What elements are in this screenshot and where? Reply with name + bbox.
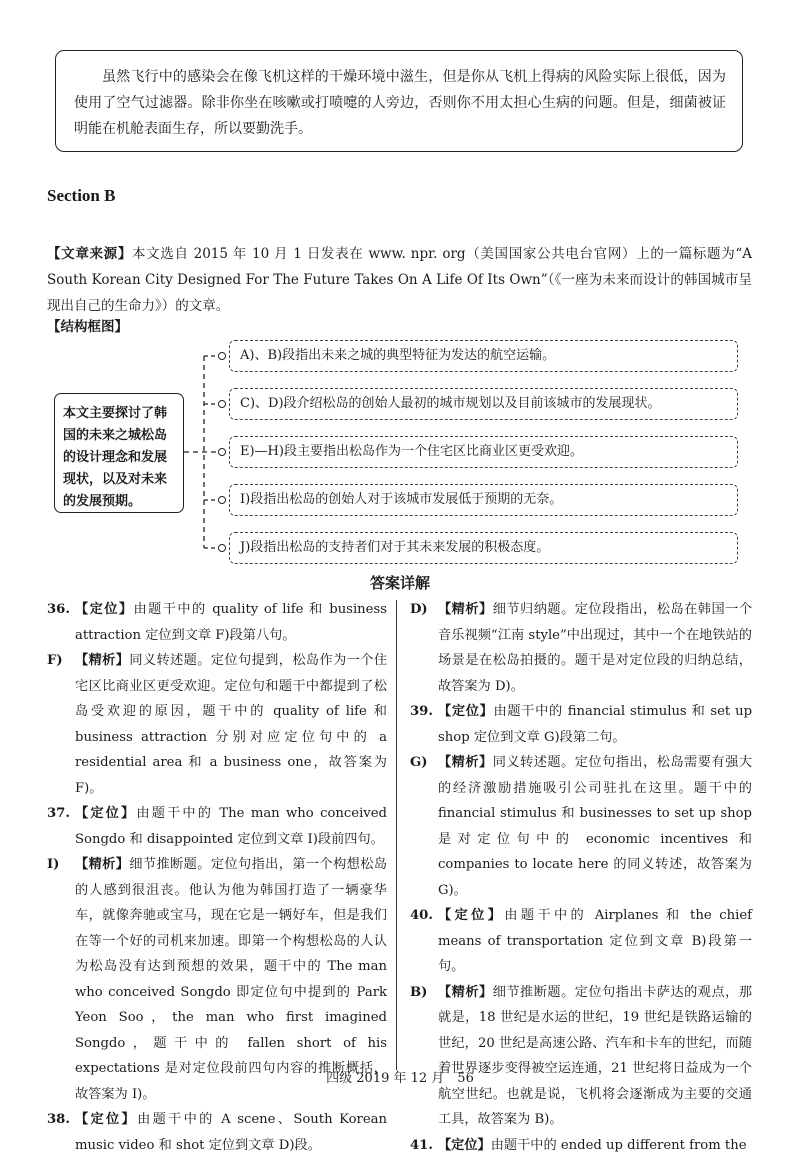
source-paragraph: [47, 241, 752, 319]
item-label: 41.: [410, 1133, 433, 1158]
item-text: 同义转述题。定位句指出，松岛需要有强大的经济激励措施吸引公司驻扎在这里。题干中的 financial stimulus 和 businesses to set up shop 是对定位句中的 economic incentives 和 companies to locate here 的同义转述，故答案为 G)。: [438, 755, 752, 898]
item-label: D): [410, 597, 428, 623]
node-dot-2: [218, 400, 226, 408]
answer-item: [410, 980, 752, 1133]
item-text: 由题干中的 Airplanes 和 the chief means of transportation 定位到文章 B)段第一句。: [438, 908, 752, 974]
node-dot-5: [218, 544, 226, 552]
item-text: 由题干中的 quality of life 和 business attraction 定位到文章 F)段第八句。: [75, 602, 387, 643]
item-text: 由题干中的 The man who conceived Songdo 和 disappointed 定位到文章 I)段前四句。: [75, 806, 387, 847]
item-label: 38.: [47, 1107, 70, 1133]
structure-branch-2: C)、D)段介绍松岛的创始人最初的城市规划以及目前该城市的发展现状。: [229, 388, 738, 420]
structure-branch-4: I)段指出松岛的创始人对于该城市发展低于预期的无奈。: [229, 484, 738, 516]
structure-branch-3: E)—H)段主要指出松岛作为一个住宅区比商业区更受欢迎。: [229, 436, 738, 468]
answer-item: [47, 597, 387, 648]
source-tag: 【文章来源】: [47, 246, 132, 262]
item-label: G): [410, 750, 428, 776]
item-label: F): [47, 648, 63, 674]
item-tag: 【定位】: [75, 1112, 137, 1127]
item-label: 40.: [410, 903, 433, 929]
answer-item: [47, 648, 387, 801]
section-title: Section B: [47, 186, 115, 206]
item-text: 由题干中的 ended up different from the: [491, 1138, 747, 1153]
item-text: 由题干中的 financial stimulus 和 set up shop 定位到文章 G)段第二句。: [438, 704, 752, 745]
structure-branch-5: J)段指出松岛的支持者们对于其未来发展的积极态度。: [229, 532, 738, 564]
item-tag: 【定位】: [438, 704, 494, 719]
answers-title: 答案详解: [0, 572, 800, 593]
item-tag: 【精析】: [75, 857, 129, 872]
item-tag: 【定位】: [75, 806, 136, 821]
node-dot-4: [218, 496, 226, 504]
item-tag: 【定位】: [438, 1138, 491, 1153]
item-label: 37.: [47, 801, 70, 827]
answer-item: [410, 597, 752, 699]
item-text: 细节归纳题。定位段指出，松岛在韩国一个音乐视频“江南 style”中出现过，其中一个在地铁站的场景是在松岛拍摄的。题干是对定位段的归纳总结，故答案为 D)。: [438, 602, 752, 694]
answer-item: [410, 1133, 752, 1158]
item-text: 同义转述题。定位句提到，松岛作为一个住宅区比商业区更受欢迎。定位句和题干中都提到了松岛受欢迎的原因，题干中的 quality of life 和 business attraction 分别对应定位句中的 a residential area 和 a business one，故答案为 F)。: [75, 653, 387, 796]
item-label: 39.: [410, 699, 433, 725]
item-tag: 【精析】: [438, 755, 493, 770]
structure-branch-1: A)、B)段指出未来之城的典型特征为发达的航空运输。: [229, 340, 738, 372]
item-label: I): [47, 852, 59, 878]
answer-item: [410, 750, 752, 903]
column-divider: [396, 600, 397, 1070]
page-footer: 四级 2019 年 12 月 56: [0, 1067, 800, 1086]
source-text: 本文选自 2015 年 10 月 1 日发表在 www. npr. org（美国国家公共电台官网）上的一篇标题为“A South Korean City Designed For The Future Takes On A Life Of Its Own”（《一座为未来而设计的韩国城市呈现出自己的生命力》）的文章。: [47, 246, 752, 314]
item-text: 细节推断题。定位句指出卡萨达的观点，那就是，18 世纪是水运的世纪，19 世纪是铁路运输的世纪，20 世纪是高速公路、汽车和卡车的世纪，而随着世界逐步变得被空运连通，21 世纪将日益成为一个航空世纪。也就是说，飞机将会逐渐成为主要的交通工具，故答案为 B)。: [438, 985, 752, 1128]
item-tag: 【精析】: [438, 985, 493, 1000]
answer-item: [410, 903, 752, 980]
translation-text: 虽然飞行中的感染会在像飞机这样的干燥环境中滋生，但是你从飞机上得病的风险实际上很低，因为使用了空气过滤器。除非你坐在咳嗽或打喷嚏的人旁边，否则你不用太担心生病的问题。但是，细菌被证明能在机舱表面生存，所以要勤洗手。: [74, 64, 726, 142]
item-text: 细节推断题。定位句指出，第一个构想松岛的人感到很沮丧。他认为他为韩国打造了一辆豪华车，就像奔驰或宝马，现在它是一辆好车，但是我们在等一个好的司机来加速。即第一个构想松岛的人认为松岛没有达到预想的效果，题干中的 The man who conceived Songdo 即定位句中提到的 Park Yeon Soo，the man who first imagined Songdo，题干中的 fallen short of his expectations 是对定位段前四句内容的推断概括，故答案为 I)。: [75, 857, 387, 1102]
item-label: 36.: [47, 597, 70, 623]
answer-item: [47, 801, 387, 852]
item-label: B): [410, 980, 427, 1006]
node-dot-3: [218, 448, 226, 456]
answer-item: [410, 699, 752, 750]
item-tag: 【精析】: [75, 653, 129, 668]
structure-label: 【结构框图】: [47, 315, 128, 335]
translation-box: [55, 50, 743, 152]
item-text: 由题干中的 A scene、South Korean music video 和 shot 定位到文章 D)段。: [75, 1112, 387, 1153]
item-tag: 【精析】: [438, 602, 493, 617]
item-tag: 【定位】: [75, 602, 133, 617]
structure-main-box: 本文主要探讨了韩国的未来之城松岛的设计理念和发展现状，以及对未来的发展预期。: [54, 393, 184, 513]
item-tag: 【定位】: [438, 908, 504, 923]
node-dot-1: [218, 352, 226, 360]
